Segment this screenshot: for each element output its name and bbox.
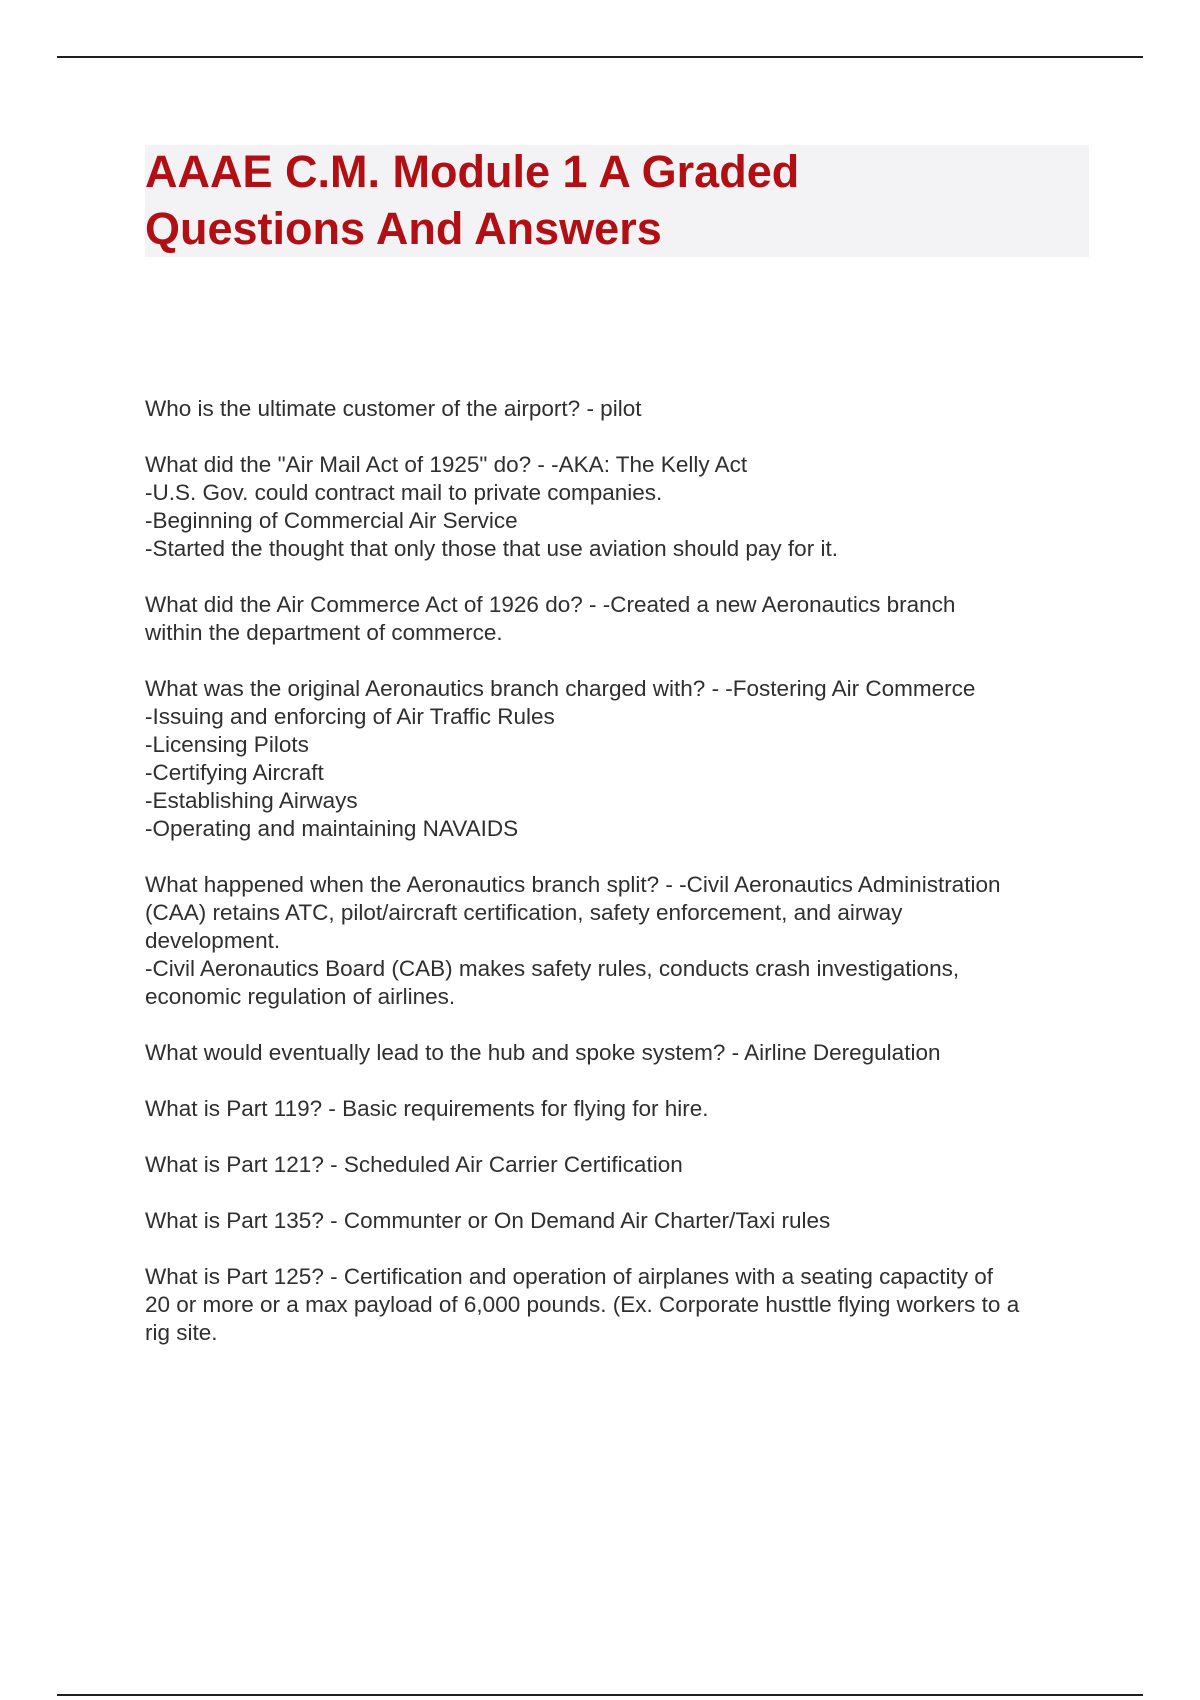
top-rule [57, 56, 1143, 58]
qa-item: What would eventually lead to the hub and spoke system? - Airline Deregulation [145, 1040, 941, 1065]
document-title: AAAE C.M. Module 1 A Graded Questions And Answers [145, 146, 800, 254]
qa-item: What did the Air Commerce Act of 1926 do? - -Created a new Aeronautics branch within the department of commerce. [145, 592, 956, 645]
bottom-rule [57, 1694, 1143, 1696]
qa-item: Who is the ultimate customer of the airport? - pilot [145, 396, 642, 421]
qa-item: What is Part 121? - Scheduled Air Carrier Certification [145, 1152, 683, 1177]
qa-item: What is Part 125? - Certification and operation of airplanes with a seating capactity of 20 or more or a max payload of 6,000 pounds. (Ex. Corporate husttle flying workers to a rig site. [145, 1264, 1020, 1345]
qa-item: What happened when the Aeronautics branch split? - -Civil Aeronautics Administration (CAA) retains ATC, pilot/aircraft certification, safety enforcement, and airway development. -Civil Aeronautics Board (CAB) makes safety rules, conducts crash investigations, economic regulation of airlines. [145, 872, 1001, 1009]
qa-item: What is Part 135? - Communter or On Demand Air Charter/Taxi rules [145, 1208, 831, 1233]
qa-item: What is Part 119? - Basic requirements for flying for hire. [145, 1096, 709, 1121]
qa-item: What did the "Air Mail Act of 1925" do? - -AKA: The Kelly Act -U.S. Gov. could contract mail to private companies. -Beginning of Commercial Air Service -Started the thought that only those that use aviation should pay for it. [145, 452, 838, 561]
qa-list [145, 395, 1105, 1375]
qa-item: What was the original Aeronautics branch charged with? - -Fostering Air Commerce -Issuing and enforcing of Air Traffic Rules -Licensing Pilots -Certifying Aircraft -Establishing Airways -Operating and maintaining NAVAIDS [145, 676, 976, 841]
